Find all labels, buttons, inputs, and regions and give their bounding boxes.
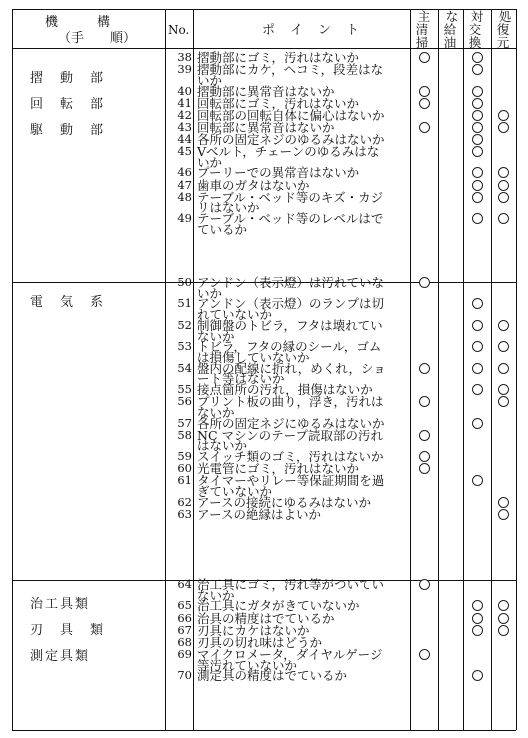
check-point-text: プーリーでの異常音はないか (197, 165, 360, 181)
check-point-text: 摺動部に異常音はないか (197, 83, 335, 99)
action-column-label-2: 交換 (468, 22, 482, 50)
check-point-text: ぎていないか (197, 483, 273, 499)
check-point-text: NC マシンのテープ読取部の汚れ (197, 427, 384, 443)
check-point-text: 光電管にゴミ，汚れはないか (197, 461, 360, 477)
check-circle-mark (498, 600, 509, 611)
check-point-text: 摺動部にカケ，ヘコミ，段差はな (197, 62, 384, 78)
check-circle-mark (419, 86, 430, 97)
item-number: 43 (177, 119, 192, 134)
section-label: 治工具類 (30, 597, 91, 612)
item-number: 55 (177, 382, 192, 396)
check-circle-mark (419, 463, 430, 474)
item-number: 53 (177, 339, 192, 354)
item-number: 64 (177, 577, 192, 591)
item-number: 56 (177, 394, 192, 409)
check-circle-mark (498, 613, 509, 624)
check-circle-mark (472, 146, 483, 157)
section-label: 摺 動 部 (30, 71, 106, 86)
procedure-header: （手 順） (58, 31, 137, 46)
item-number: 60 (177, 461, 192, 476)
check-point-text: 等汚れていないか (197, 657, 298, 673)
check-circle-mark (472, 475, 483, 486)
check-circle-mark (472, 110, 483, 121)
check-point-text: 接点箇所の汚れ，損傷はないか (197, 382, 373, 397)
check-circle-mark (498, 396, 509, 407)
check-point-text: タイマーやリレー等保証期間を過 (197, 473, 385, 489)
no-header: No. (168, 23, 190, 37)
check-point-text: いか (197, 72, 223, 88)
check-circle-mark (498, 180, 509, 191)
item-number: 68 (177, 634, 192, 649)
point-header: ポ イ ン ト (262, 23, 361, 38)
check-circle-mark (498, 320, 509, 331)
table-rule (12, 48, 516, 49)
item-number: 67 (177, 622, 192, 637)
check-circle-mark (472, 418, 483, 429)
check-point-text: アンドン（表示燈）は汚れていな (197, 275, 385, 290)
item-number: 41 (177, 95, 192, 110)
check-circle-mark (472, 64, 483, 75)
check-circle-mark (472, 363, 483, 374)
item-number: 40 (177, 83, 192, 98)
check-circle-mark (472, 98, 483, 109)
check-point-text: 刃具の切れ味はどうか (197, 634, 323, 650)
check-point-text: 各所の固定ネジにゆるみはないか (197, 415, 385, 431)
check-point-text: マイクロメータ，ダイヤルゲージ (197, 646, 383, 662)
item-number: 69 (177, 646, 192, 661)
item-number: 51 (177, 296, 192, 311)
section-label: 電 気 系 (30, 295, 106, 310)
item-number: 59 (177, 449, 192, 463)
check-circle-mark (419, 98, 430, 109)
check-circle-mark (472, 320, 483, 331)
action-column-label-3: 復元 (496, 22, 510, 50)
column-rule (516, 9, 517, 730)
check-point-text: 盤内の配線に折れ，めくれ，ショ (197, 360, 386, 376)
action-column-label-1: 給油 (443, 22, 457, 50)
check-circle-mark (472, 192, 483, 203)
check-point-text: ないか (197, 587, 235, 603)
check-circle-mark (419, 122, 430, 133)
check-point-text: テーブル・ベッド等のキズ・カジ (197, 189, 384, 205)
check-point-text: アンドン（表示燈）のランプは切 (197, 296, 385, 312)
check-point-text: 回転部の回転自体に偏心はないか (197, 107, 385, 123)
section-label: 駆 動 部 (30, 123, 106, 138)
check-circle-mark (472, 52, 483, 63)
item-number: 42 (177, 107, 192, 122)
item-number: 62 (177, 494, 192, 509)
item-number: 58 (177, 427, 192, 442)
table-rule (12, 730, 516, 731)
check-point-text: テーブル・ベッド等のレベルはで (197, 211, 384, 226)
action-column-label-0: 清掃 (415, 22, 429, 50)
check-point-text: 摺動部にゴミ，汚れはないか (197, 50, 360, 65)
item-number: 61 (177, 473, 192, 488)
check-point-text: 治工具にガタがきていないか (197, 598, 360, 614)
mechanism-header: 機 構 (45, 15, 111, 30)
column-rule (410, 9, 411, 730)
check-circle-mark (498, 122, 509, 133)
item-number: 57 (177, 415, 192, 430)
check-circle-mark (472, 670, 483, 681)
item-number: 54 (177, 360, 192, 375)
check-point-text: 測定具の精度はでているか (197, 668, 348, 684)
item-number: 49 (177, 211, 192, 225)
check-circle-mark (498, 625, 509, 636)
check-circle-mark (419, 451, 430, 462)
item-number: 47 (177, 177, 192, 192)
check-circle-mark (498, 167, 509, 178)
check-circle-mark (472, 180, 483, 191)
item-number: 66 (177, 610, 192, 625)
check-point-text: ているか (197, 221, 248, 237)
check-circle-mark (498, 363, 509, 374)
column-rule (438, 9, 439, 730)
check-circle-mark (498, 384, 509, 395)
check-point-text: 治工具にゴミ，汚れ等がついてい (197, 577, 385, 592)
section-label: 回 転 部 (30, 97, 106, 112)
check-circle-mark (498, 509, 509, 520)
check-circle-mark (419, 363, 430, 374)
item-number: 63 (177, 506, 192, 521)
check-point-text: 刃具にカケはないか (197, 622, 310, 638)
item-number: 52 (177, 317, 192, 332)
check-point-text: 各所の固定ネジのゆるみはないか (197, 131, 385, 147)
check-circle-mark (498, 110, 509, 121)
check-circle-mark (472, 167, 483, 178)
check-point-text: リはないか (197, 200, 260, 216)
check-point-text: プリント板の曲り，浮き，汚れは (197, 394, 384, 410)
action-column-top-3: 処 (498, 9, 512, 24)
check-point-text: は損傷していないか (197, 349, 310, 365)
check-circle-mark (419, 579, 430, 590)
item-number: 70 (177, 668, 192, 683)
column-rule (193, 9, 194, 730)
check-circle-mark (472, 122, 483, 133)
item-number: 44 (177, 131, 192, 146)
check-circle-mark (419, 52, 430, 63)
check-circle-mark (498, 192, 509, 203)
section-label: 刃 具 類 (30, 623, 106, 638)
check-point-text: 回転部に異常音はないか (197, 119, 335, 135)
check-circle-mark (472, 213, 483, 224)
check-point-text: いか (197, 154, 223, 170)
check-circle-mark (472, 298, 483, 309)
check-circle-mark (472, 625, 483, 636)
check-point-text: アースの絶縁はよいか (197, 506, 322, 522)
check-point-text: 治具の精度はでているか (197, 610, 335, 626)
check-point-text: 回転部にゴミ，汚れはないか (197, 95, 360, 111)
check-circle-mark (472, 600, 483, 611)
check-circle-mark (419, 277, 430, 288)
column-rule (12, 9, 13, 730)
check-point-text: 制御盤のトビラ，フタは壊れてい (197, 317, 383, 333)
check-point-text: スイッチ類のゴミ，汚れはないか (197, 449, 384, 464)
check-point-text: Vベルト，チェーンのゆるみはな (197, 144, 380, 159)
action-column-top-0: 主 (417, 9, 431, 24)
check-circle-mark (472, 613, 483, 624)
check-circle-mark (419, 430, 430, 441)
item-number: 46 (177, 165, 192, 180)
check-point-text: アースの接続にゆるみはないか (197, 494, 372, 510)
check-point-text: ないか (197, 328, 235, 344)
check-point-text: れていないか (197, 307, 273, 323)
check-circle-mark (472, 134, 483, 145)
action-column-top-1: な (445, 9, 459, 24)
check-circle-mark (498, 341, 509, 352)
item-number: 45 (177, 144, 192, 158)
check-point-text: いか (197, 285, 223, 301)
item-number: 65 (177, 598, 192, 613)
check-circle-mark (419, 396, 430, 407)
check-circle-mark (472, 384, 483, 395)
check-circle-mark (498, 497, 509, 508)
check-circle-mark (498, 213, 509, 224)
item-number: 38 (177, 50, 192, 64)
check-point-text: トビラ，フタの縁のシール，ゴム (197, 339, 382, 355)
item-number: 50 (177, 275, 192, 289)
column-rule (463, 9, 464, 730)
action-column-top-2: 対 (470, 9, 484, 24)
check-point-text: 歯車のガタはないか (197, 177, 310, 193)
table-rule (12, 9, 516, 10)
check-point-text: はないか (197, 438, 248, 454)
column-rule (491, 9, 492, 730)
check-point-text: ート等はないか (197, 371, 285, 387)
item-number: 39 (177, 62, 192, 77)
check-circle-mark (472, 341, 483, 352)
check-circle-mark (419, 649, 430, 660)
check-point-text: ないか (197, 404, 235, 420)
item-number: 48 (177, 189, 192, 204)
section-label: 測定具類 (30, 649, 91, 664)
check-circle-mark (472, 86, 483, 97)
